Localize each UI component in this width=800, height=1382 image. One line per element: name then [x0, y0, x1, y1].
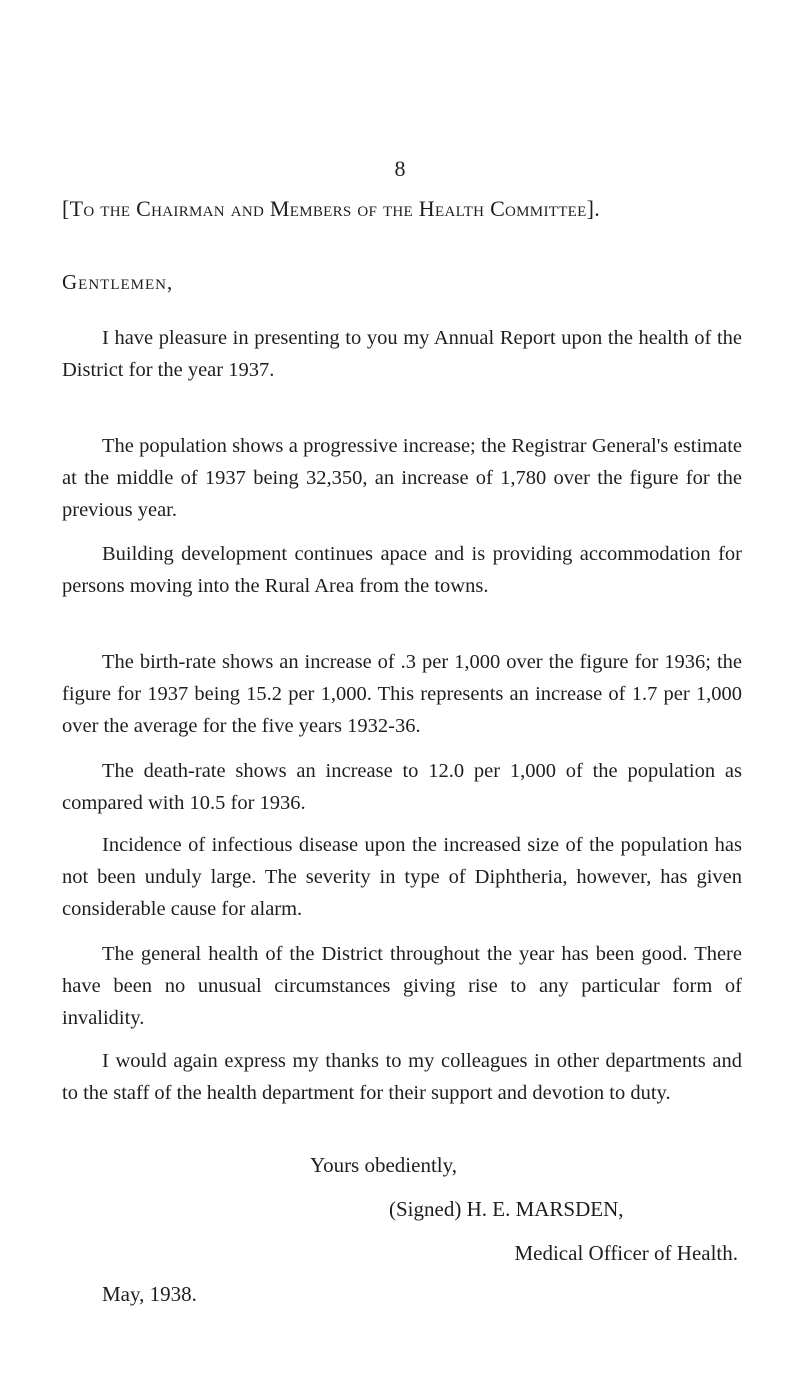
closing: Yours obediently,	[310, 1153, 458, 1177]
paragraph-population: The population shows a progressive increase; the Registrar General's estimate at the middle of 1937 being 32,350, an increase of 1,780 over the figure for the previous year.	[62, 435, 742, 521]
page-number: 8	[394, 156, 406, 181]
signatory-title: Medical Officer of Health.	[514, 1241, 738, 1265]
paragraph-birth-rate: The birth-rate shows an increase of .3 per 1,000 over the figure for 1936; the figure for 1937 being 15.2 per 1,000. This represents an increase of 1.7 per 1,000 over the average for the five years 1932-36.	[62, 651, 742, 737]
paragraph-death-rate: The death-rate shows an increase to 12.0 per 1,000 of the population as compared with 10.5 for 1936.	[62, 760, 742, 814]
paragraph-building-development: Building development continues apace and is providing accommodation for persons moving into the Rural Area from the towns.	[62, 543, 742, 597]
salutation: Gentlemen,	[62, 270, 174, 294]
paragraph-thanks: I would again express my thanks to my colleagues in other departments and to the staff of the health department for their support and devotion to duty.	[62, 1050, 742, 1104]
addressee-heading: [To the Chairman and Members of the Health Committee].	[62, 196, 601, 221]
paragraph-general-health: The general health of the District throughout the year has been good. There have been no unusual circumstances giving rise to any particular form of invalidity.	[62, 943, 742, 1029]
paragraph-annual-report: I have pleasure in presenting to you my Annual Report upon the health of the District for the year 1937.	[62, 327, 742, 381]
paragraph-infectious-disease: Incidence of infectious disease upon the increased size of the population has not been unduly large. The severity in type of Diphtheria, however, has given considerable cause for alarm.	[62, 834, 742, 920]
signature: (Signed) H. E. MARSDEN,	[389, 1197, 624, 1221]
report-date: May, 1938.	[102, 1282, 197, 1306]
